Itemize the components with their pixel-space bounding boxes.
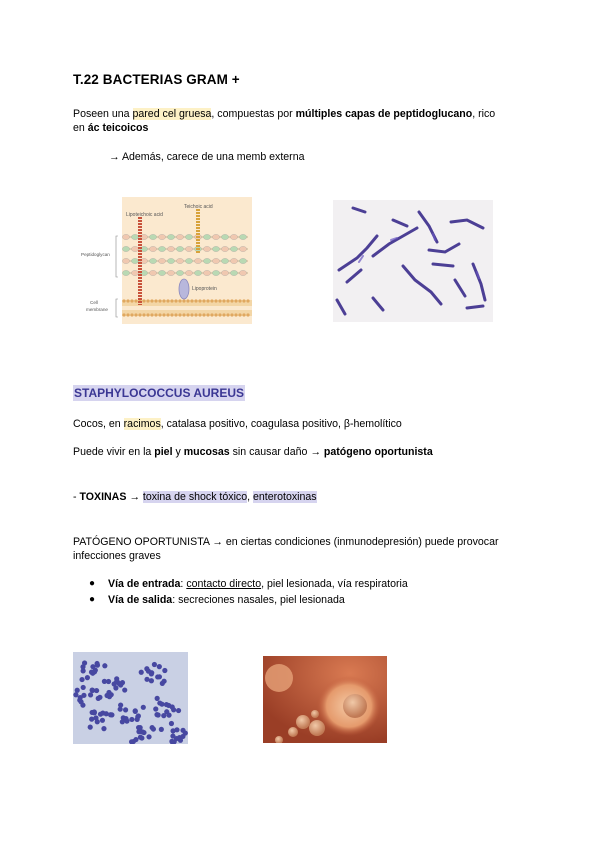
lipid-head xyxy=(166,299,169,302)
coccus xyxy=(109,692,114,697)
lipid-head xyxy=(158,299,161,302)
culture-svg xyxy=(263,656,387,743)
lipid-head xyxy=(162,299,165,302)
lipid-head xyxy=(154,313,157,316)
lipid-head xyxy=(138,313,141,316)
coccus xyxy=(141,705,146,710)
coccus xyxy=(123,707,128,712)
lipid-head xyxy=(210,313,213,316)
peptidoglycan-unit xyxy=(167,234,174,239)
lipid-head xyxy=(202,299,205,302)
list-item-salida xyxy=(108,593,345,607)
peptidoglycan-unit xyxy=(203,234,210,239)
lipid-head xyxy=(226,313,229,316)
lipid-head xyxy=(162,313,165,316)
habitat-text: sin causar daño → xyxy=(229,446,324,458)
lipid-head xyxy=(230,299,233,302)
toxin-shock: toxina de shock tóxico xyxy=(142,491,248,503)
opportunist-line-2: infecciones graves xyxy=(73,550,161,562)
peptidoglycan-unit xyxy=(212,270,219,275)
lipid-head xyxy=(158,313,161,316)
coccus xyxy=(75,688,80,693)
coccus xyxy=(166,713,171,718)
lipid-head xyxy=(222,313,225,316)
toxins-sep: , xyxy=(247,491,253,503)
coccus xyxy=(90,664,95,669)
coccus xyxy=(102,663,107,668)
peptidoglycan-unit xyxy=(122,270,129,275)
coccus xyxy=(106,679,111,684)
lipid-head xyxy=(166,313,169,316)
coccus xyxy=(108,712,113,717)
peptidoglycan-unit xyxy=(203,246,210,251)
entrada-label: Vía de entrada xyxy=(108,578,181,590)
lipid-head xyxy=(238,313,241,316)
coccus xyxy=(133,737,138,742)
list-item-entrada xyxy=(108,577,408,591)
peptidoglycan-unit xyxy=(122,246,129,251)
lipid-head xyxy=(182,313,185,316)
entrada-underline: contacto directo xyxy=(186,578,262,590)
label-peptidoglycan: Peptidoglycan xyxy=(81,252,110,257)
lipid-head xyxy=(126,313,129,316)
coccus xyxy=(122,687,127,692)
label-teichoic: Teichoic acid xyxy=(184,204,213,210)
toxins-dash: - xyxy=(73,491,80,503)
cocci-micrograph xyxy=(73,652,188,744)
lipid-head xyxy=(218,313,221,316)
lipid-head xyxy=(230,313,233,316)
peptidoglycan-unit xyxy=(185,234,192,239)
peptidoglycan-unit xyxy=(239,270,246,275)
coccus xyxy=(92,669,97,674)
coccus xyxy=(152,662,157,667)
coccus xyxy=(180,734,185,739)
lipid-head xyxy=(170,299,173,302)
coccus xyxy=(80,703,85,708)
peptidoglycan-unit xyxy=(230,270,237,275)
coccus xyxy=(129,717,134,722)
habitat-line xyxy=(73,445,433,459)
intro-text: en xyxy=(73,122,88,134)
peptidoglycan-unit xyxy=(185,246,192,251)
coccus xyxy=(153,706,158,711)
peptidoglycan-unit xyxy=(122,258,129,263)
coccus xyxy=(81,668,86,673)
peptidoglycan-unit xyxy=(185,258,192,263)
opportunist-line-1: PATÓGENO OPORTUNISTA → en ciertas condiciones (inmunodepresión) puede provocar xyxy=(73,536,499,548)
label-membrane: membrane xyxy=(86,307,108,312)
coccus xyxy=(92,709,97,714)
coccus xyxy=(157,674,162,679)
characteristics-line xyxy=(73,417,402,431)
lipid-head xyxy=(178,299,181,302)
lipid-head xyxy=(130,299,133,302)
lipid-head xyxy=(174,299,177,302)
peptidoglycan-unit xyxy=(194,270,201,275)
bacilli-svg xyxy=(333,200,493,322)
coccus xyxy=(157,664,162,669)
peptidoglycan-unit xyxy=(230,246,237,251)
bullet-icon: ● xyxy=(89,594,96,605)
coccus xyxy=(176,708,181,713)
label-cell: Cell xyxy=(90,300,98,305)
lipid-head xyxy=(242,299,245,302)
coccus xyxy=(156,712,161,717)
peptidoglycan-unit xyxy=(221,270,228,275)
lipid-head xyxy=(154,299,157,302)
intro-paragraph xyxy=(73,107,533,135)
coccus xyxy=(136,729,141,734)
coccus xyxy=(104,711,109,716)
habitat-text: y xyxy=(172,446,184,458)
lipid-head xyxy=(226,299,229,302)
lipid-head xyxy=(122,313,125,316)
coccus xyxy=(161,679,166,684)
peptidoglycan-unit xyxy=(239,234,246,239)
label-lipoprotein: Lipoprotein xyxy=(192,286,217,292)
coccus xyxy=(150,725,155,730)
coccus xyxy=(144,677,149,682)
coccus xyxy=(82,660,87,665)
lipid-head xyxy=(214,299,217,302)
lipid-head xyxy=(174,313,177,316)
char-text: , catalasa positivo, coagulasa positivo, β-hemolítico xyxy=(160,418,402,430)
toxin-entero: enterotoxinas xyxy=(253,491,317,503)
peptidoglycan-unit xyxy=(158,234,165,239)
coccus xyxy=(159,727,164,732)
peptidoglycan-unit xyxy=(239,258,246,263)
coccus xyxy=(170,728,175,733)
coccus xyxy=(81,685,86,690)
lipid-head xyxy=(198,299,201,302)
lipid-head xyxy=(194,313,197,316)
peptidoglycan-unit xyxy=(131,270,138,275)
peptidoglycan-unit xyxy=(212,258,219,263)
membrane-note: → Además, carece de una memb externa xyxy=(109,151,305,163)
lipid-head xyxy=(150,313,153,316)
lipid-head xyxy=(182,299,185,302)
coccus xyxy=(95,663,100,668)
toxins-label: TOXINAS xyxy=(79,491,127,503)
coccus xyxy=(101,726,106,731)
coccus xyxy=(146,734,151,739)
peptidoglycan-unit xyxy=(221,234,228,239)
bold-teicoicos: ác teicoicos xyxy=(87,122,149,134)
peptidoglycan-unit xyxy=(176,270,183,275)
peptidoglycan-unit xyxy=(194,258,201,263)
intro-text: , compuestas por xyxy=(211,108,296,120)
lipid-head xyxy=(122,299,125,302)
lipid-head xyxy=(202,313,205,316)
section-heading: STAPHYLOCOCCUS AUREUS xyxy=(74,386,245,400)
lipid-head xyxy=(146,313,149,316)
lipid-head xyxy=(150,299,153,302)
label-lipoteichoic: Lipoteichoic acid xyxy=(126,212,163,218)
peptidoglycan-unit xyxy=(230,258,237,263)
lipid-head xyxy=(126,299,129,302)
lipid-head xyxy=(178,313,181,316)
salida-colon: : xyxy=(172,594,179,606)
coccus xyxy=(98,712,103,717)
bold-capas: múltiples capas de peptidoglucano xyxy=(295,108,473,120)
coccus xyxy=(94,688,99,693)
lipid-head xyxy=(214,313,217,316)
lipid-head xyxy=(234,313,237,316)
coccus xyxy=(118,702,123,707)
peptidoglycan-unit xyxy=(212,246,219,251)
peptidoglycan-unit xyxy=(239,246,246,251)
peptidoglycan-unit xyxy=(149,234,156,239)
peptidoglycan-unit xyxy=(176,234,183,239)
intro-text: Poseen una xyxy=(73,108,133,120)
lipid-head xyxy=(186,299,189,302)
coccus xyxy=(88,725,93,730)
lipid-head xyxy=(246,313,249,316)
coccus xyxy=(81,693,86,698)
bacilli-micrograph xyxy=(333,200,493,322)
lipid-head xyxy=(190,299,193,302)
lipid-head xyxy=(142,313,145,316)
coccus xyxy=(157,700,162,705)
coccus xyxy=(162,668,167,673)
bold-piel: piel xyxy=(154,446,173,458)
peptidoglycan-unit xyxy=(122,234,129,239)
lipid-head xyxy=(170,313,173,316)
peptidoglycan-unit xyxy=(176,246,183,251)
opportunist-paragraph xyxy=(73,535,543,563)
coccus xyxy=(88,692,93,697)
lipid-head xyxy=(206,299,209,302)
lipid-head xyxy=(130,313,133,316)
coccus xyxy=(170,704,175,709)
coccus xyxy=(139,670,144,675)
peptidoglycan-unit xyxy=(203,270,210,275)
habitat-text: Puede vivir en la xyxy=(73,446,155,458)
coccus xyxy=(114,676,119,681)
culture-plate-photo xyxy=(263,656,387,743)
char-text: Cocos, en xyxy=(73,418,124,430)
peptidoglycan-unit xyxy=(131,234,138,239)
peptidoglycan-unit xyxy=(131,246,138,251)
highlight-racimos: racimos xyxy=(123,418,161,430)
peptidoglycan-unit xyxy=(149,270,156,275)
lipid-head xyxy=(206,313,209,316)
coccus xyxy=(118,682,123,687)
coccus xyxy=(73,692,78,697)
page-title: T.22 BACTERIAS GRAM + xyxy=(73,72,240,87)
coccus xyxy=(100,718,105,723)
peptidoglycan-unit xyxy=(221,246,228,251)
peptidoglycan-unit xyxy=(158,246,165,251)
coccus xyxy=(139,735,144,740)
bold-mucosas: mucosas xyxy=(183,446,230,458)
lipid-head xyxy=(246,299,249,302)
peptidoglycan-unit xyxy=(185,270,192,275)
coccus xyxy=(161,713,166,718)
lipid-head xyxy=(218,299,221,302)
highlight-pared: pared cel gruesa xyxy=(132,108,212,120)
coccus xyxy=(169,721,174,726)
peptidoglycan-unit xyxy=(230,234,237,239)
peptidoglycan-unit xyxy=(149,246,156,251)
peptidoglycan-unit xyxy=(176,258,183,263)
peptidoglycan-unit xyxy=(167,270,174,275)
peptidoglycan-unit xyxy=(167,258,174,263)
peptidoglycan-unit xyxy=(203,258,210,263)
coccus xyxy=(85,675,90,680)
peptidoglycan-unit xyxy=(212,234,219,239)
coccus xyxy=(146,669,151,674)
coccus xyxy=(96,696,101,701)
lipid-head xyxy=(190,313,193,316)
peptidoglycan-unit xyxy=(221,258,228,263)
lipid-head xyxy=(222,299,225,302)
coccus xyxy=(135,717,140,722)
lipid-head xyxy=(194,299,197,302)
entrada-colon: : xyxy=(180,578,187,590)
lipid-head xyxy=(210,299,213,302)
entrada-rest: , piel lesionada, vía respiratoria xyxy=(261,578,408,590)
coccus xyxy=(141,730,146,735)
intro-text: , rico xyxy=(472,108,496,120)
lipid-head xyxy=(134,299,137,302)
peptidoglycan-unit xyxy=(158,258,165,263)
lipid-head xyxy=(142,299,145,302)
peptidoglycan-unit xyxy=(158,270,165,275)
gram-positive-wall-diagram xyxy=(80,197,252,324)
salida-rest: secreciones nasales, piel lesionada xyxy=(178,594,345,606)
coccus xyxy=(133,709,138,714)
coccus xyxy=(155,696,160,701)
lipid-head xyxy=(186,313,189,316)
cocci-svg xyxy=(73,652,188,744)
lipid-head xyxy=(238,299,241,302)
lipid-head xyxy=(134,313,137,316)
peptidoglycan-unit xyxy=(131,258,138,263)
peptidoglycan-unit xyxy=(167,246,174,251)
lipid-head xyxy=(234,299,237,302)
coccus xyxy=(93,715,98,720)
bold-oportunista: patógeno oportunista xyxy=(323,446,433,458)
toxins-arrow: → xyxy=(126,491,143,503)
salida-label: Vía de salida xyxy=(108,594,173,606)
peptidoglycan-unit xyxy=(149,258,156,263)
toxins-line xyxy=(73,490,317,504)
lipid-head xyxy=(146,299,149,302)
wall-diagram-svg xyxy=(80,197,252,324)
lipid-head xyxy=(242,313,245,316)
lipid-head xyxy=(198,313,201,316)
coccus xyxy=(79,677,84,682)
coccus xyxy=(123,716,128,721)
bullet-icon: ● xyxy=(89,578,96,589)
